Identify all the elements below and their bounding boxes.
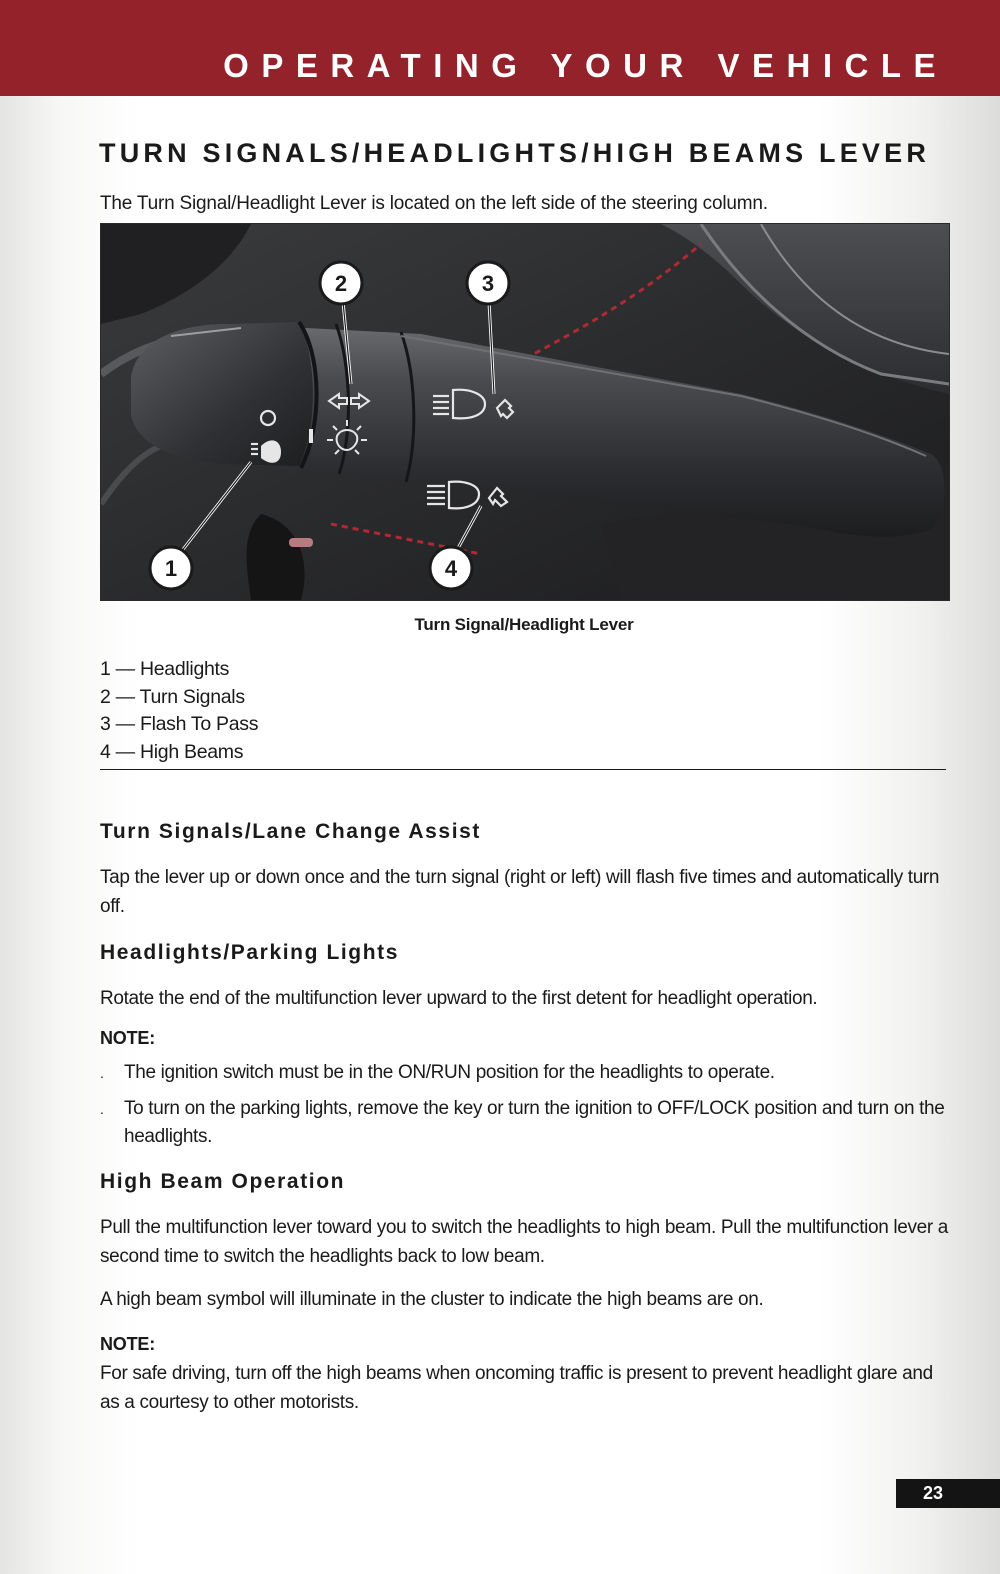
intro-text: The Turn Signal/Headlight Lever is located on the left side of the steering column.: [100, 193, 768, 214]
header-title: OPERATING YOUR VEHICLE: [223, 47, 948, 84]
high-beam-text-2: A high beam symbol will illuminate in the cluster to indicate the high beams are on.: [100, 1289, 764, 1310]
high-beam-note-text: For safe driving, turn off the high beams when oncoming traffic is present to prevent headlight glare and as a courtesy to other motorists.: [100, 1363, 933, 1413]
high-beam-heading: High Beam Operation: [100, 1170, 346, 1193]
callout-3: [467, 262, 509, 304]
figure-caption: Turn Signal/Headlight Lever: [414, 615, 634, 634]
callout-4: [430, 547, 472, 589]
legend-item: 4 — High Beams: [100, 740, 244, 763]
note-bullet: [100, 1095, 950, 1151]
svg-text:2: 2: [334, 271, 348, 296]
header-bar: [0, 0, 1000, 96]
headlights-text: Rotate the end of the multifunction lever upward to the first detent for headlight operation.: [100, 988, 818, 1009]
note-bullet: [100, 1059, 950, 1087]
bullet-marker: .: [100, 1065, 104, 1081]
lane-change-heading: Turn Signals/Lane Change Assist: [100, 820, 481, 843]
bullet-marker: .: [100, 1101, 104, 1117]
callout-1: [150, 547, 192, 589]
section-title: TURN SIGNALS/HEADLIGHTS/HIGH BEAMS LEVER: [99, 138, 931, 168]
headlights-note-label: NOTE:: [100, 1028, 155, 1048]
svg-text:1: 1: [164, 556, 178, 581]
note-bullet-text: The ignition switch must be in the ON/RUN position for the headlights to operate.: [124, 1062, 775, 1083]
legend-item: 1 — Headlights: [100, 658, 230, 680]
lane-change-text: Tap the lever up or down once and the turn signal (right or left) will flash five times and automatically turn off.: [100, 867, 940, 917]
high-beam-text-1: Pull the multifunction lever toward you to switch the headlights to high beam. Pull the multifunction lever a second time to switch the headlights back to low beam.: [100, 1217, 948, 1267]
legend-item: 2 — Turn Signals: [100, 685, 245, 708]
legend-list: [100, 656, 946, 770]
svg-text:4: 4: [444, 556, 458, 581]
legend-item: 3 — Flash To Pass: [100, 713, 259, 735]
detent-marker: [309, 429, 313, 443]
callout-2: [320, 262, 362, 304]
note-bullet-text: To turn on the parking lights, remove the key or turn the ignition to OFF/LOCK position and turn on the headlights.: [124, 1098, 945, 1147]
headlights-heading: Headlights/Parking Lights: [100, 941, 400, 964]
lever-photo: [100, 223, 950, 601]
page-number: 23: [896, 1479, 1000, 1508]
high-beam-note-label: NOTE:: [100, 1334, 155, 1354]
svg-text:3: 3: [481, 271, 495, 296]
